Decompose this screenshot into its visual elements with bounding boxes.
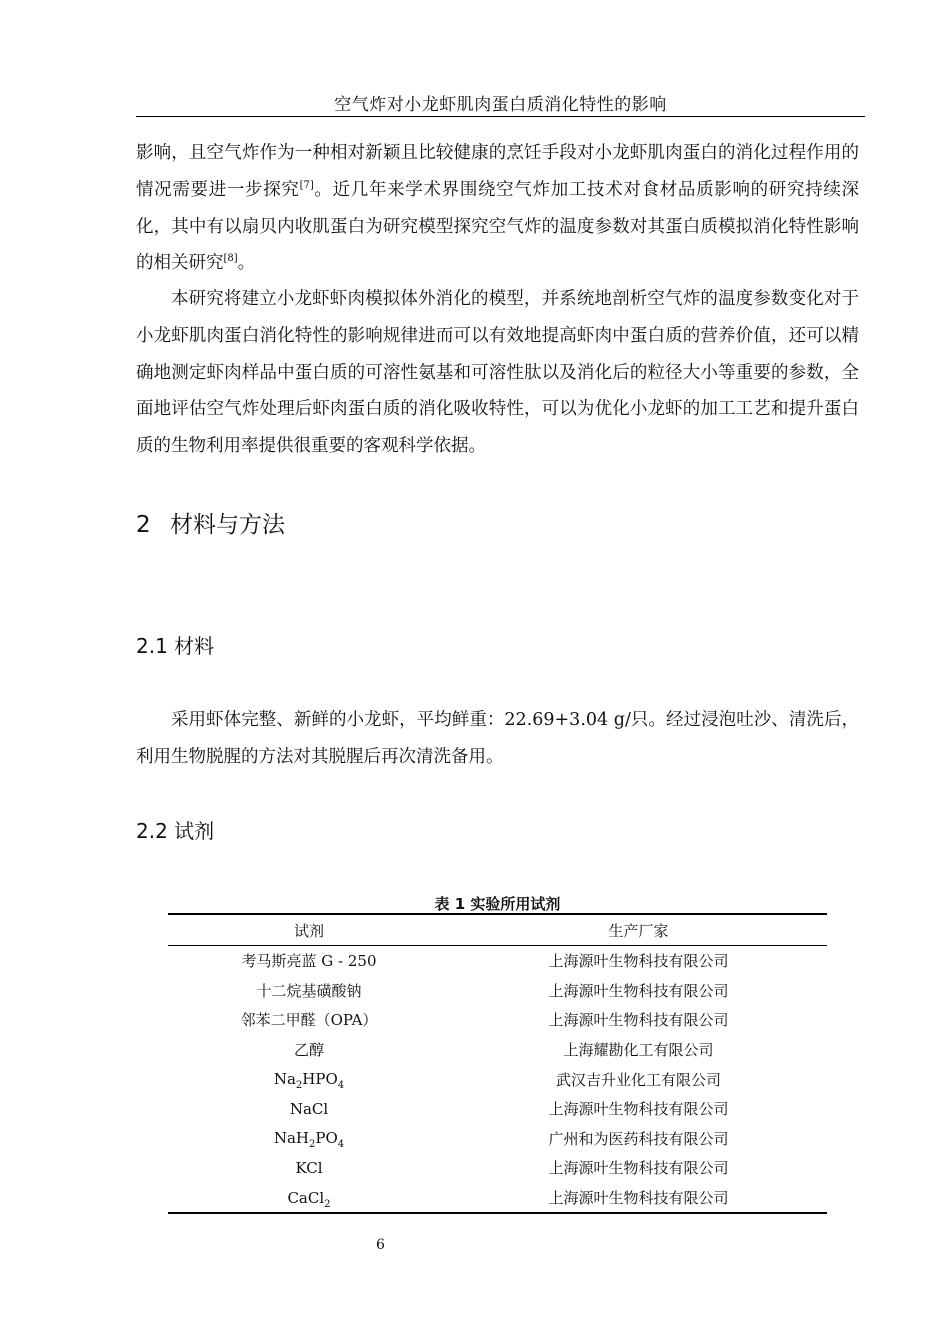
reagent-cell: KCl [295,1158,323,1177]
materials-paragraph: 采用虾体完整、新鲜的小龙虾，平均鲜重：22.69+3.04 g/只。经过浸泡吐沙、清洗后，利用生物脱腥的方法对其脱腥后再次清洗备用。 [136,710,859,767]
formula-part: HPO [302,1070,338,1089]
maker-cell: 上海源叶生物科技有限公司 [548,1100,729,1119]
reagent-cell: 乙醇 [293,1041,324,1060]
maker-cell: 上海源叶生物科技有限公司 [548,1011,729,1030]
table-row [168,1005,827,1035]
table-caption: 表 1 实验所用试剂 [434,895,561,913]
formula-part: CaCl [287,1188,325,1207]
section-number: 2 [136,512,151,538]
section-title: 材料与方法 [170,512,285,538]
formula-part: NaH [273,1129,309,1148]
reagent-cell: 邻苯二甲醛（OPA） [240,1011,378,1030]
reagent-cell: 十二烷基磺酸钠 [256,981,362,1000]
intro-paragraph-2: 本研究将建立小龙虾虾肉模拟体外消化的模型，并系统地剖析空气炸的温度参数变化对于小龙虾肌肉蛋白消化特性的影响规律进而可以有效地提高虾肉中蛋白质的营养价值，还可以精确地测定虾肉样品中蛋白质的可溶性氨基和可溶性肽以及消化后的粒径大小等重要的参数，全面地评估空气炸处理后虾肉蛋白质的消化吸收特性，可以为优化小龙虾的加工工艺和提升蛋白质的生物利用率提供很重要的客观科学依据。 [136,289,859,457]
subsection-heading-reagents: 2.2 试剂 [136,819,215,843]
column-header-maker: 生产厂家 [608,921,669,940]
table-row [168,1153,827,1183]
table-row [168,1094,827,1124]
table-row [168,946,827,976]
table-row [168,1064,827,1094]
citation-7: [7] [299,179,314,191]
reagent-cell [168,1124,450,1154]
intro-text: 。 [237,253,256,274]
reagents-table [168,913,827,1214]
maker-cell: 上海源叶生物科技有限公司 [548,1159,729,1178]
formula-subscript: 4 [337,1080,345,1092]
table-row [168,976,827,1006]
maker-cell: 武汉吉升业化工有限公司 [555,1070,721,1089]
maker-cell: 广州和为医药科技有限公司 [548,1129,729,1148]
header-rule [136,116,865,117]
formula-subscript: 2 [309,1139,316,1151]
intro-text: 。近几年来学术界围绕空气炸加工技术对食材品质影响的研究持续深化，其中有以扇贝内收肌蛋白为研究模型探究空气炸的温度参数对其蛋白质模拟消化特性影响的相关研究 [136,179,860,274]
intro-paragraph-1 [136,135,859,282]
formula-subscript: 4 [337,1139,345,1151]
reagent-cell [168,1183,450,1214]
formula-subscript: 2 [324,1198,331,1210]
maker-cell: 上海源叶生物科技有限公司 [548,1189,729,1208]
maker-cell: 上海耀勘化工有限公司 [563,1041,714,1060]
reagent-cell: 考马斯亮蓝 G - 250 [241,952,377,971]
section-heading [136,506,285,539]
intro-text: 影响，且空气炸作为一种相对新颖且比较健康的烹饪手段对小龙虾肌肉蛋白的消化过程作用的情况需要进一步探究 [136,143,859,200]
reagent-cell: NaCl [289,1099,329,1118]
table-header-row [168,914,827,946]
formula-subscript: 2 [295,1080,303,1092]
formula-part: PO [315,1129,338,1148]
column-header-reagent: 试剂 [293,921,324,940]
table-row [168,1183,827,1214]
subsection-heading-materials: 2.1 材料 [136,634,215,658]
table-row [168,1124,827,1154]
citation-8: [8] [223,253,238,265]
page-number: 6 [376,1237,385,1253]
reagent-cell [168,1064,450,1094]
formula-part: Na [273,1070,296,1089]
maker-cell: 上海源叶生物科技有限公司 [548,952,729,971]
maker-cell: 上海源叶生物科技有限公司 [548,981,729,1000]
table-row [168,1035,827,1065]
running-header: 空气炸对小龙虾肌肉蛋白质消化特性的影响 [334,95,667,115]
